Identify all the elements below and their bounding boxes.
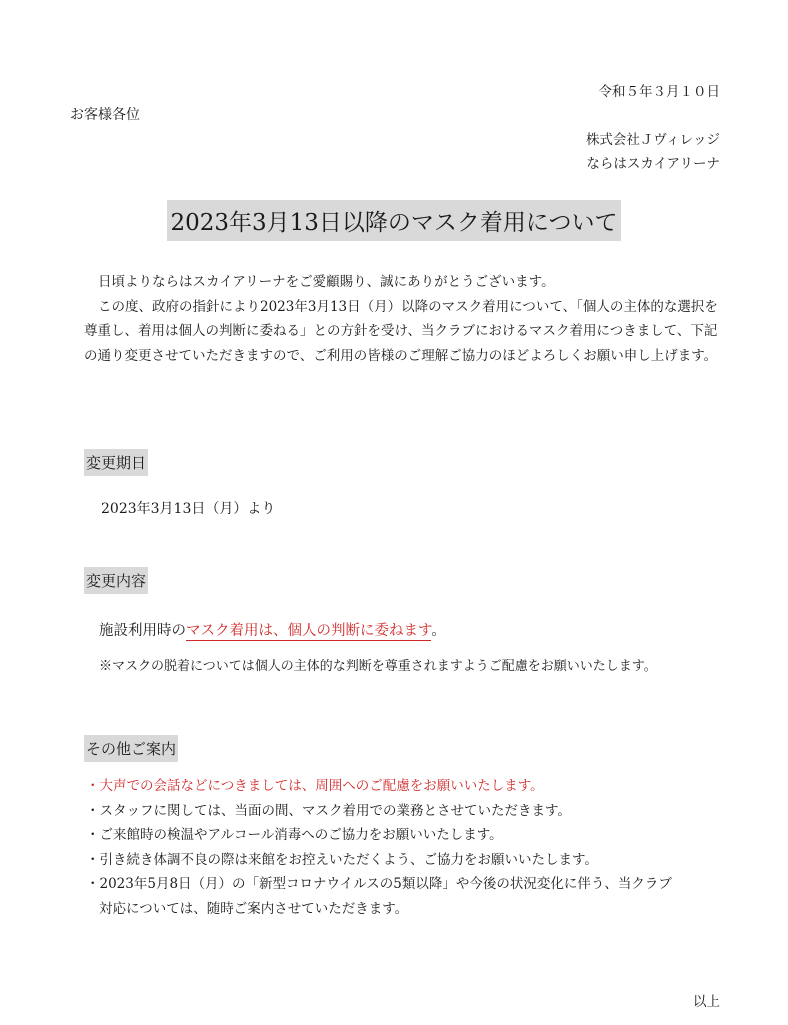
change-content-prefix: 施設利用時の (99, 623, 186, 639)
sender-venue: ならはスカイアリーナ (586, 156, 720, 172)
closing-text: 以上 (693, 994, 720, 1010)
document-date: 令和５年３月１０日 (598, 84, 720, 100)
addressee: お客様各位 (70, 107, 140, 123)
list-item: ・2023年5月8日（月）の「新型コロナウイルスの5類以降」や今後の状況変化に伴う、当クラブ (86, 876, 672, 892)
intro-text (84, 270, 724, 368)
list-item: ・スタッフに関しては、当面の間、マスク着用での業務とさせていただきます。 (86, 802, 571, 819)
list-item-continuation: 対応については、随時ご案内させていただきます。 (99, 900, 409, 917)
other-info-list (86, 774, 726, 921)
change-content-note: ※マスクの脱着については個人の主体的な判断を尊重されますようご配慮をお願いいたします。 (99, 659, 657, 674)
change-date-text: 2023年3月13日（月）より (101, 501, 276, 517)
list-item: ・ご来館時の検温やアルコール消毒へのご協力をお願いいたします。 (86, 827, 503, 843)
sender-company: 株式会社Ｊヴィレッジ (585, 132, 720, 148)
document-title: 2023年3月13日以降のマスク着用について (167, 200, 622, 241)
section-heading-other-info: その他ご案内 (84, 735, 178, 762)
list-item: ・大声での会話などにつきましては、周囲へのご配慮をお願いいたします。 (86, 778, 544, 794)
change-content-suffix: 。 (431, 623, 446, 639)
intro-paragraph-1: 日頃よりならはスカイアリーナをご愛顧賜り、誠にありがとうございます。 (98, 274, 555, 290)
section-heading-change-date: 変更期日 (84, 449, 148, 476)
title-container (0, 200, 788, 241)
intro-paragraph-2: この度、政府の指針により2023年3月13日（月）以降のマスク着用について、「個人の主体的な選択を尊重し、着用は個人の判断に委ねる」との方針を受け、当クラブにおけるマスク着用につきまして、下記の通り変更させていただきますので、ご利用の皆様のご理解ご協力のほどよろしくお願い申し上げます。 (84, 298, 718, 364)
section-heading-change-content: 変更内容 (84, 567, 148, 594)
list-item: ・引き続き体調不良の際は来館をお控えいただくよう、ご協力をお願いいたします。 (86, 851, 598, 868)
change-content-line (99, 619, 446, 640)
change-content-highlight: マスク着用は、個人の判断に委ねます (186, 623, 432, 639)
